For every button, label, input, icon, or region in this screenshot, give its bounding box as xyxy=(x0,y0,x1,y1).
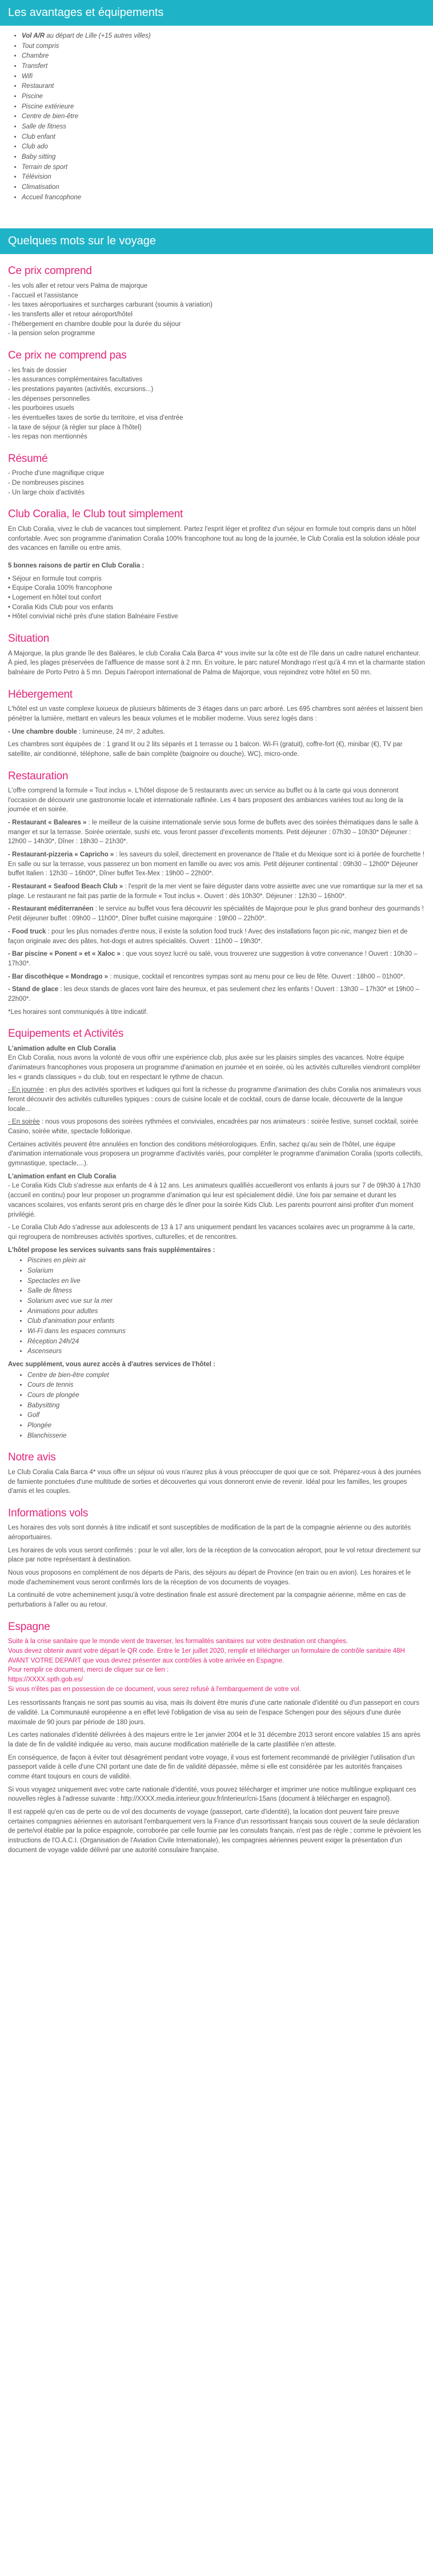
free-service-item: • Piscines en plein air xyxy=(27,1256,425,1266)
restaurant-item-label: - Bar piscine « Ponent » et « Xaloc » xyxy=(8,951,121,958)
spain-alert-line: Pour remplir ce document, merci de cliquer sur ce lien : xyxy=(8,1667,169,1674)
kids-label: L'animation enfant en Club Coralia xyxy=(8,1173,117,1180)
included-item: - la pension selon programme xyxy=(8,330,95,337)
reasons-title: 5 bonnes raisons de partir en Club Coralia : xyxy=(8,562,145,570)
amenity-text: Restaurant xyxy=(22,83,54,90)
amenity-item xyxy=(22,163,433,172)
excluded-item: - les repas non mentionnés xyxy=(8,433,87,441)
amenity-item xyxy=(22,31,433,41)
amenity-item xyxy=(22,112,433,122)
activities-intro: En Club Coralia, nous avons la volonté de vous offrir une expérience club, plus axée sur les plaisirs simples des vacances. Notre équipe d'animateurs francophones vous proposera un programme d'animation en journée et en soirée, où les activités culturelles viendront compléter les « grands classiques » du club, tout en respectant le rythme de chacun. xyxy=(8,1054,421,1081)
summary-item: - De nombreuses piscines xyxy=(8,480,84,487)
restaurant-item-text: : pour les plus nomades d'entre nous, il existe la solution food truck ! Avec des installations façon pic-nic, mangez bien et de façon originale avec des pâtes, hot-dogs et autres spécialités. Ouvert : 11h00 – 19h30*. xyxy=(8,928,408,945)
excluded-title: Ce prix ne comprend pas xyxy=(8,349,127,361)
amenity-item xyxy=(22,102,433,112)
restaurant-item-text: : musique, cocktail et rencontres sympas sont au menu pour ce lieu de fête. Ouvert : 18h00 – 01h00*. xyxy=(108,973,405,980)
restaurant-list xyxy=(8,818,425,1004)
amenity-text: Wifi xyxy=(22,73,33,80)
paid-service-item: • Cours de plongée xyxy=(27,1391,425,1400)
lodging-double-text: : lumineuse, 24 m², 2 adultes. xyxy=(77,728,165,735)
spain-alert xyxy=(8,1637,425,1694)
restaurant-item-label: - Bar discothèque « Mondrago » xyxy=(8,973,109,980)
free-service-item: • Wi-Fi dans les espaces communs xyxy=(27,1327,425,1337)
amenity-item xyxy=(22,193,433,203)
amenity-item xyxy=(22,42,433,51)
spain-paragraph: Si vous voyagez uniquement avec votre carte nationale d'identité, vous pouvez télécharger et imprimer une notice multilingue expliquant ces nouvelles règles à l'adresse suivante : http://XXXX.media.interieur.gouv.fr/interieur/cni-15ans (document à télécharger en espagnol). xyxy=(8,1786,416,1803)
restaurant-note: *Les horaires sont communiqués à titre indicatif. xyxy=(8,1008,148,1016)
spain-paragraph: En conséquence, de façon à éviter tout désagrément pendant votre voyage, il vous est fortement recommandé de privilégier l'utilisation d'un passeport valide à celle d'une CNI portant une date de fin de validité dépassée, même si elle est considérée par les autorités françaises comme étant toujours en cours de validité. xyxy=(8,1754,415,1781)
restaurant-item xyxy=(8,927,425,946)
restaurant-item-text: : le meilleur de la cuisine internationale servie sous forme de buffets avec des soirées thématiques dans le salle à manger et sur la terrasse. Soirée orientale, sushi etc. vous feront passer d'excellents moments. Petit déjeuner : 07h30 – 10h30* Déjeuner : 12h00 – 14h30*, Dîner : 18h30 – 21h30*. xyxy=(8,819,419,846)
summary-title: Résumé xyxy=(8,452,48,465)
free-service-item: • Réception 24h/24 xyxy=(27,1337,425,1347)
restaurant-item-label: - Food truck xyxy=(8,928,46,935)
amenity-text: Terrain de sport xyxy=(22,163,68,171)
excluded-item: - les éventuelles taxes de sortie du territoire, et visa d'entrée xyxy=(8,414,183,421)
restaurant-intro: L'offre comprend la formule « Tout inclus ». L'hôtel dispose de 5 restaurants avec un service au buffet ou à la carte qui vous donneront l'occasion de découvrir une gastronomie locale et internationale raffinée. Les 4 bars proposent des ambiances variées tout au long de la journée et en soirée. xyxy=(8,787,403,814)
amenity-item xyxy=(22,132,433,142)
paid-services-title: Avec supplément, vous aurez accès à d'autres services de l'hôtel : xyxy=(8,1361,215,1368)
excluded-list xyxy=(8,366,425,442)
excluded-item: - les prestations payantes (activités, excursions...) xyxy=(8,385,154,393)
paid-service-item: • Centre de bien-être complet xyxy=(27,1371,425,1380)
activities-evening-text: : nous vous proposons des soirées rythmées et conviviales, encadrées par nos animateurs : soirée festive, sunset cocktail, soirée Casino, soirée white, spectacle folklorique. xyxy=(8,1118,418,1136)
info-paragraph: Les horaires de vols vous seront confirmés : pour le vol aller, lors de la réception de la convocation aéroport, pour le vol retour directement sur place par notre représentant à destination. xyxy=(8,1547,421,1564)
trip-content xyxy=(0,263,433,1855)
situation-text: A Majorque, la plus grande île des Baléares, le club Coralia Cala Barca 4* vous invite sur la côte est de l'île dans un cadre naturel enchanteur. À pied, les plages préservées de l'affluence de masse sont à 2 mn. En voiture, le parc naturel Mondrago n'est qu'à 4 mn et la charmante station balnéaire de Porto Petro à 5 mn. Depuis l'aéroport international de Palma de Majorque, vous rejoindrez votre hôtel en 50 mn. xyxy=(8,650,426,676)
spain-alert-line: Suite à la crise sanitaire que le monde vient de traverser, les formalités sanitaires sur votre destination ont changées. xyxy=(8,1638,348,1645)
amenity-item xyxy=(22,62,433,71)
amenity-text: Climatisation xyxy=(22,184,59,191)
summary-list xyxy=(8,469,425,497)
amenity-item xyxy=(22,92,433,102)
reason-item: • Equipe Coralia 100% francophone xyxy=(8,585,113,592)
included-item: - les transferts aller et retour aéroport/hôtel xyxy=(8,311,133,318)
free-services-list xyxy=(8,1256,425,1357)
summary-item: - Proche d'une magnifique crique xyxy=(8,470,105,477)
free-service-item: • Ascenseurs xyxy=(27,1347,425,1357)
spain-alert-line: Vous devez obtenir avant votre départ le QR code. Entre le 1er juillet 2020, remplir et télécharger un formulaire de contrôle sanitaire 48H AVANT VOTRE DEPART que vous devrez présenter aux contrôles à votre arrivée en Espagne. xyxy=(8,1647,405,1664)
included-list xyxy=(8,281,425,339)
teens-text: - Le Coralia Club Ado s'adresse aux adolescents de 13 à 17 ans uniquement pendant les vacances scolaires avec un programme à la carte, qui regroupera de nombreuses activités sportives, culturelles, et de rencontres. xyxy=(8,1224,415,1241)
spain-paragraph: Les cartes nationales d'identité délivrées à des majeurs entre le 1er janvier 2004 et le 31 décembre 2013 seront encore valables 15 ans après la date de fin de validité indiquée au verso, mais aucune modification matérielle de la carte plastifiée n'en atteste. xyxy=(8,1732,421,1749)
amenity-text: Club ado xyxy=(22,143,49,151)
amenity-text: Centre de bien-être xyxy=(22,113,79,120)
info-paragraph: Les horaires des vols sont donnés à titre indicatif et sont susceptibles de modification de la part de la compagnie aérienne ou des autorités aéroportuaires. xyxy=(8,1524,411,1541)
restaurant-item-text: : le service au buffet vous fera découvrir les spécialités de Majorque pour le plus grand bonheur des gourmands ! Petit déjeuner buffet : 09h00 – 11h00*, Dîner buffet cuisine majorquine : 19h00 – 22h00*. xyxy=(8,905,424,923)
notice-title: Notre avis xyxy=(8,1451,56,1464)
restaurant-item-text: : l'esprit de la mer vient se faire déguster dans votre assiette avec une vue romantique sur la mer et sa plage. Le restaurant ne fait pas partie de la formule « Tout inclus ». Ouvert : dès 10h30*. Déjeuner : 12h30 – 16h00*. xyxy=(8,883,423,900)
reason-item: • Hôtel convivial niché près d'une station Balnéaire Festive xyxy=(8,613,178,621)
situation-title: Situation xyxy=(8,633,50,645)
included-item: - les taxes aéroportuaires et surcharges carburant (soumis à variation) xyxy=(8,301,213,309)
excluded-item: - les frais de dossier xyxy=(8,367,67,374)
restaurant-item-label: - Stand de glace xyxy=(8,986,59,993)
free-services-title: L'hôtel propose les services suivants sans frais supplémentaires : xyxy=(8,1246,215,1254)
restaurant-item-text: : que vous soyez lucré ou salé, vous trouverez une suggestion à votre convenance ! Ouvert : 10h30 – 17h30*. xyxy=(8,951,418,967)
free-service-item: • Solarium avec vue sur la mer xyxy=(27,1297,425,1306)
activities-title: Equipements et Activités xyxy=(8,1028,124,1040)
included-item: - les vols aller et retour vers Palma de majorque xyxy=(8,282,148,289)
excluded-item: - les dépenses personnelles xyxy=(8,395,90,402)
amenity-item xyxy=(22,72,433,82)
amenity-bold: Vol A/R xyxy=(22,33,45,39)
amenity-text: Accueil francophone xyxy=(22,194,82,201)
restaurant-item xyxy=(8,818,425,847)
paid-service-item: • Babysitting xyxy=(27,1401,425,1411)
activities-day xyxy=(8,1085,425,1114)
activities-evening-label: - En soirée xyxy=(8,1118,40,1126)
lodging-title: Hébergement xyxy=(8,688,73,701)
restaurant-item-label: - Restaurant « Seafood Beach Club » xyxy=(8,883,123,891)
info-paragraph: La continuité de votre acheminement jusqu'à votre destination finale est assuré directement par la compagnie aérienne, même en cas de perturbations à l'aller ou au retour. xyxy=(8,1592,406,1609)
amenity-text: Piscine extérieure xyxy=(22,103,74,110)
lodging-double xyxy=(8,727,425,737)
restaurant-item-label: - Restaurant-pizzeria « Capricho » xyxy=(8,851,114,859)
amenity-text: Chambre xyxy=(22,53,49,60)
info-paragraph: Nous vous proposons en complément de nos départs de Paris, des séjours au départ de Province (en train ou en avion). Les horaires et le mode d'acheminement vous seront confirmés lors de la réception de vos documents de voyages. xyxy=(8,1569,411,1586)
paid-service-item: • Blanchisserie xyxy=(27,1431,425,1441)
free-service-item: • Spectacles en live xyxy=(27,1277,425,1286)
activities-conditions: Certaines activités peuvent être annulées en fonction des conditions météorologiques. Enfin, sachez qu'au sein de l'hôtel, une équipe d'animation internationale vous proposera un programme d'activités variés, pour compléter le programme d'animation Coralia (sports collectifs, gymnastique, spectacle,...). xyxy=(8,1141,423,1168)
excluded-item: - les assurances complémentaires facultatives xyxy=(8,376,143,384)
spain-paragraph: Les ressortissants français ne sont pas soumis au visa, mais ils doivent être munis d'une carte nationale d'identité ou d'un passeport en cours de validité. La Communauté européenne a en effet levé l'obligation de visa au sein de l'espace Schengen pour des séjours d'une durée maximale de 90 jours par période de 180 jours. xyxy=(8,1700,419,1726)
amenities-list xyxy=(0,31,433,202)
free-service-item: • Solarium xyxy=(27,1266,425,1276)
restaurant-item-text: : les saveurs du soleil, directement en provenance de l'Italie et du Mexique sont ici à portée de fourchette ! En salle ou sur la terrasse, vous passerez un bon moment en famille ou avec vos amis. Petit déjeuner continental : 09h30 – 12h00* Déjeuner buffet Italien : 12h30 – 16h00*, Dîner buffet Tex-Mex : 19h00 – 22h00*. xyxy=(8,851,424,878)
restaurant-item xyxy=(8,850,425,879)
amenity-item xyxy=(22,142,433,152)
amenity-item xyxy=(22,152,433,162)
spain-alert-line: https://XXXX.spth.gob.es/ xyxy=(8,1676,83,1683)
restaurant-item-label: - Restaurant « Baleares » xyxy=(8,819,87,827)
paid-service-item: • Golf xyxy=(27,1411,425,1420)
amenity-text: Piscine xyxy=(22,93,43,100)
amenities-title: Les avantages et équipements xyxy=(0,0,433,26)
restaurant-item xyxy=(8,949,425,968)
summary-item: - Un large choix d'activités xyxy=(8,489,85,496)
free-service-item: • Club d'animation pour enfants xyxy=(27,1317,425,1326)
amenity-item xyxy=(22,122,433,132)
amenity-text: Club enfant xyxy=(22,133,55,140)
kids-text: - Le Coralia Kids Club s'adresse aux enfants de 4 à 12 ans. Les animateurs qualifiés accueilleront vos enfants à jours sur 7 de 09h30 à 17h30 (accueil en continu) pour leur proposer un programme d'animation qui leur est spécialement dédié. Une fois par semaine et durant les vacances scolaires, vos enfants seront pris en charge dès le dîner pour la soirée Kids Club. Les parents pourront ainsi profiter d'un moment privilégié. xyxy=(8,1182,421,1218)
activities-intro-label: L'animation adulte en Club Coralia xyxy=(8,1045,116,1052)
club-title: Club Coralia, le Club tout simplement xyxy=(8,508,183,521)
info-title: Informations vols xyxy=(8,1507,89,1519)
amenity-item xyxy=(22,183,433,192)
included-item: - l'hébergement en chambre double pour la durée du séjour xyxy=(8,320,181,328)
trip-title: Quelques mots sur le voyage xyxy=(0,228,433,254)
lodging-text: L'hôtel est un vaste complexe luxueux de plusieurs bâtiments de 3 étages dans un parc arboré. Les 695 chambres sont aérées et laissent bien pénétrer la lumière, mettant en valeurs les beaux volumes et le mobilier moderne. Vous serez logés dans : xyxy=(8,706,423,722)
lodging-double-label: - Une chambre double xyxy=(8,728,77,735)
restaurant-item xyxy=(8,904,425,923)
amenity-item xyxy=(22,51,433,61)
amenities-section xyxy=(0,0,433,202)
spain-paragraph: Il est rappelé qu'en cas de perte ou de vol des documents de voyage (passeport, carte d'identité), la location dont peuvent faire preuve certaines compagnies aériennes en autorisant l'embarquement vers la France d'un ressortissant français sous couvert de la seule déclaration de perte/vol établie par la police espagnole, corroborée par celle fournie par les consulats français, n'est pas de règle ; comme le prévoient les instructions de l'O.A.C.I. (Organisation de l'Aviation Civile Internationale), les compagnies aériennes peuvent exiger la présentation d'un document de voyage valide délivré par une autorité consulaire française. xyxy=(8,1809,422,1854)
amenity-text: Tout compris xyxy=(22,42,59,50)
spain-alert-line: Si vous n'êtes pas en possession de ce document, vous serez refusé à l'embarquement de votre vol. xyxy=(8,1685,301,1693)
restaurant-title: Restauration xyxy=(8,770,69,782)
activities-day-text: : en plus des activités sportives et ludiques qui font la richesse du programme d'animation des clubs Coralia nos animateurs vous feront découvrir des activités culturelles typiques : cours de cuisine locale et de cocktail, cours de danse locale, découverte de la langue locale... xyxy=(8,1086,422,1113)
restaurant-item-text: : les deux stands de glaces vont faire des heureux, et pas seulement chez les enfants ! Ouvert : 13h30 – 17h30* et 19h00 – 22h00*. xyxy=(8,986,419,1003)
reason-item: • Séjour en formule tout compris xyxy=(8,575,102,582)
notice-text: Le Club Coralia Cala Barca 4* vous offre un séjour où vous n'aurez plus à vous préoccuper de quoi que ce soit. Préparez-vous à des journées de farniente ponctuées d'une multitude de sorties et découvertes qui vous donneront envie de revenir. Idéal pour les familles, les groupes d'amis et les couples. xyxy=(8,1468,422,1495)
amenity-text: Transfert xyxy=(22,63,48,70)
spain-paragraphs xyxy=(8,1698,425,1855)
amenity-text: Télévision xyxy=(22,174,51,181)
reason-item: • Logement en hôtel tout confort xyxy=(8,594,102,602)
activities-evening xyxy=(8,1117,425,1136)
restaurant-item-label: - Restaurant méditerranéen xyxy=(8,905,94,913)
info-paragraphs xyxy=(8,1523,425,1609)
amenity-text: Salle de fitness xyxy=(22,123,66,131)
activities-day-label: - En journée xyxy=(8,1086,44,1094)
club-text: En Club Coralia, vivez le club de vacances tout simplement. Partez l'esprit léger et profitez d'un séjour en formule tout compris dans un hôtel confortable. Avec son programme d'animation Coralia 100% francophone tout au long de la journée, le Club Coralia est la solution idéale pour des vacances en famille ou entre amis. xyxy=(8,526,420,552)
excluded-item: - la taxe de séjour (à régler sur place à l'hôtel) xyxy=(8,424,142,431)
free-service-item: • Salle de fitness xyxy=(27,1286,425,1296)
amenity-text: au départ de Lille (+15 autres villes) xyxy=(45,33,151,39)
excluded-item: - les pourboires usuels xyxy=(8,405,74,412)
restaurant-item xyxy=(8,972,425,982)
amenity-item xyxy=(22,172,433,182)
reasons-list xyxy=(8,574,425,622)
paid-services-list xyxy=(8,1371,425,1441)
included-item: - l'accueil et l'assistance xyxy=(8,292,78,299)
lodging-equipment: Les chambres sont équipées de : 1 grand lit ou 2 lits séparés et 1 terrasse ou 1 balcon. Wi-Fi (gratuit), coffre-fort (€), minibar (€), TV par satellite, air conditionné, téléphone, salle de bain complète (baignoire ou douche), WC), micro-onde. xyxy=(8,741,403,758)
restaurant-item xyxy=(8,985,425,1004)
amenity-item xyxy=(22,82,433,91)
amenity-text: Baby sitting xyxy=(22,154,56,161)
included-title: Ce prix comprend xyxy=(8,265,92,277)
reason-item: • Coralia Kids Club pour vos enfants xyxy=(8,603,114,611)
spain-title: Espagne xyxy=(8,1620,50,1633)
paid-service-item: • Cours de tennis xyxy=(27,1380,425,1390)
paid-service-item: • Plongée xyxy=(27,1421,425,1431)
restaurant-item xyxy=(8,882,425,901)
free-service-item: • Animations pour adultes xyxy=(27,1307,425,1317)
